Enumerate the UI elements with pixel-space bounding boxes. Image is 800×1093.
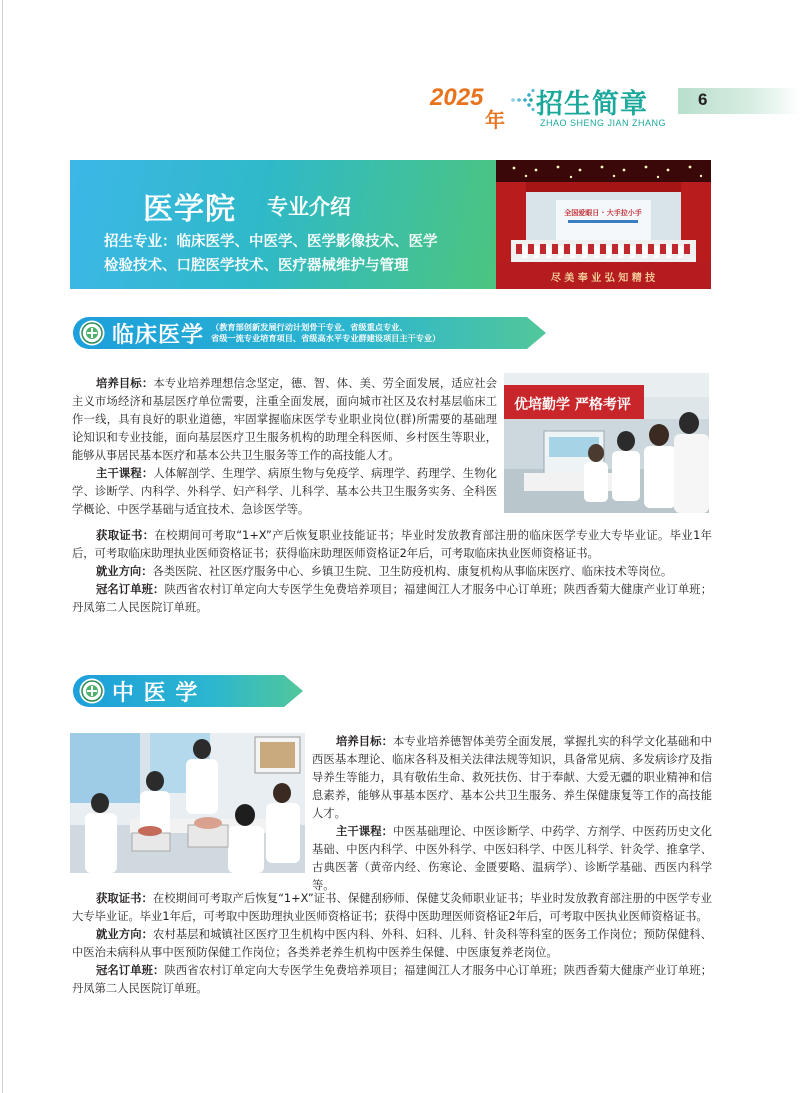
banner-majors: [104, 230, 496, 278]
clinical-order: [72, 581, 712, 617]
clinical-goal-text: 本专业培养理想信念坚定，德、智、体、美、劳全面发展，适应社会主义市场经济和基层医疗单位需要，注重全面发展，面向城市社区及农村基层临床工作一线，具有良好的职业道德，牢固掌握临床医学专业职业岗位(群)所需要的基础理论知识和专业技能，面向基层医疗卫生服务机构的助理全科医师、乡村医生等职业，能够从事居民基本医疗和基本公共卫生服务等工作的高技能人才。: [72, 377, 497, 462]
tcm-courses: [312, 823, 712, 895]
clinical-course-text: 人体解剖学、生理学、病原生物与免疫学、病理学、药理学、生物化学、诊断学、内科学、外科学、妇产科学、儿科学、基本公共卫生服务实务、全科医学概论、中医学基础与适宜技术、急诊医学等。: [72, 467, 497, 516]
page-number-badge: [678, 88, 800, 114]
clinical-courses: [72, 465, 497, 519]
tcm-job: [72, 926, 712, 962]
tcm-job-label: 就业方向：: [96, 928, 154, 941]
lab-banner-text: 优培勤学 严格考评: [514, 397, 631, 413]
clinical-order-label: 冠名订单班：: [96, 583, 165, 596]
auditorium-photo: [496, 160, 711, 289]
header-pinyin: ZHAO SHENG JIAN ZHANG: [540, 118, 667, 128]
auditorium-slogan: 尽 美 奉 业 弘 知 精 技: [550, 273, 656, 284]
tcm-upper-text: [312, 733, 712, 895]
page-edge: [2, 0, 3, 1093]
tcm-cert-label: 获取证书：: [96, 892, 153, 905]
header-year-suffix: 年: [485, 108, 505, 132]
clinical-job: [72, 563, 712, 581]
clinical-lower-text: [72, 527, 712, 617]
clinical-cert-label: 获取证书：: [96, 529, 155, 542]
clinical-cert-text: 在校期间可考取“1+X”产后恢复职业技能证书；毕业时发放教育部注册的临床医学专业大专毕业证。毕业1年后，可考取临床助理执业医师资格证书；获得临床助理医师资格证2年后，可考取临床执业医师资格证书。: [72, 529, 712, 560]
tcm-cert-text: 在校期间可考取产后恢复“1+X”证书、保健刮痧师、保健艾灸师职业证书；毕业时发放教育部注册的中医学专业大专毕业证。毕业1年后，可考取中医助理执业医师资格证书；获得中医助理医师资格证2年后，可考取中医执业医师资格证书。: [72, 892, 712, 923]
screen-text: 全国爱眼日 · 大手拉小手: [564, 209, 642, 217]
clinical-note: [211, 322, 440, 344]
clinical-lab-photo: [504, 373, 709, 513]
tcm-cert: [72, 890, 712, 926]
clinical-title: 临床医学: [112, 323, 205, 348]
clinical-note-line-2: 省级一流专业培育项目、省级高水平专业群建设项目主干专业）: [211, 333, 441, 343]
tcm-goal-label: 培养目标：: [336, 735, 393, 748]
clinical-upper-text: [72, 375, 497, 519]
clinical-job-label: 就业方向：: [96, 565, 153, 578]
tcm-goal: [312, 733, 712, 823]
banner-text-panel: [70, 160, 496, 289]
header-year: 2025: [430, 84, 484, 111]
majors-line-1: 招生专业：临床医学、中医学、医学影像技术、医学: [104, 234, 438, 250]
page-number: 6: [698, 90, 708, 109]
tcm-order: [72, 962, 712, 998]
tcm-goal-text: 本专业培养德智体美劳全面发展，掌握扎实的科学文化基础和中西医基本理论、临床各科及相关法律法规等知识，具备常见病、多发病诊疗及指导养生等能力，具有敬佑生命、救死扶伤、甘于奉献、大爱无疆的职业精神和信息素养，能够从事基本医疗、基本公共卫生服务、养生保健康复等工作的高技能人才。: [312, 735, 712, 820]
college-name: 医学院: [143, 192, 236, 227]
tcm-order-label: 冠名订单班：: [96, 964, 165, 977]
clinical-note-line-1: （教育部创新发展行动计划骨干专业、省级重点专业、: [211, 322, 408, 332]
clinical-goal-label: 培养目标：: [96, 377, 154, 390]
banner-subtitle: 专业介绍: [267, 195, 351, 219]
college-logo-icon: [79, 320, 105, 346]
tcm-course-label: 主干课程：: [336, 825, 393, 838]
clinical-job-text: 各类医院、社区医疗服务中心、乡镇卫生院、卫生防疫机构、康复机构从事临床医疗、临床技术等岗位。: [152, 565, 673, 578]
college-logo-icon: [79, 678, 105, 704]
tcm-lower-text: [72, 890, 712, 998]
tcm-job-text: 农村基层和城镇社区医疗卫生机构中医内科、外科、妇科、儿科、针灸科等科室的医务工作岗位；预防保健科、中医治未病科从事中医预防保健工作岗位；各类养老养生机构中医养生保健、中医康复养老岗位。: [72, 928, 712, 959]
tcm-classroom-photo: [70, 733, 305, 873]
clinical-goal: [72, 375, 497, 465]
tcm-order-text: 陕西省农村订单定向大专医学生免费培养项目；福建闽江人才服务中心订单班；陕西香菊大健康产业订单班；丹凤第二人民医院订单班。: [72, 964, 712, 995]
clinical-cert: [72, 527, 712, 563]
clinical-course-label: 主干课程：: [96, 467, 154, 480]
clinical-order-text: 陕西省农村订单定向大专医学生免费培养项目；福建闽江人才服务中心订单班；陕西香菊大健康产业订单班；丹凤第二人民医院订单班。: [72, 583, 712, 614]
college-banner: [70, 160, 711, 289]
tcm-course-text: 中医基础理论、中医诊断学、中药学、方剂学、中医药历史文化基础、中医内科学、中医外科学、中医妇科学、中医儿科学、针灸学、推拿学、古典医著（黄帝内经、伤寒论、金匮要略、温病学）、诊断学基础、西医内科学等。: [312, 825, 712, 892]
section-heading-tcm: [72, 674, 304, 708]
majors-line-2: 检验技术、口腔医学技术、医疗器械维护与管理: [104, 258, 409, 274]
header-title: 招生简章: [536, 89, 648, 120]
page-header: [430, 80, 800, 130]
tcm-title: 中 医 学: [112, 681, 199, 706]
section-heading-clinical: [72, 316, 547, 350]
